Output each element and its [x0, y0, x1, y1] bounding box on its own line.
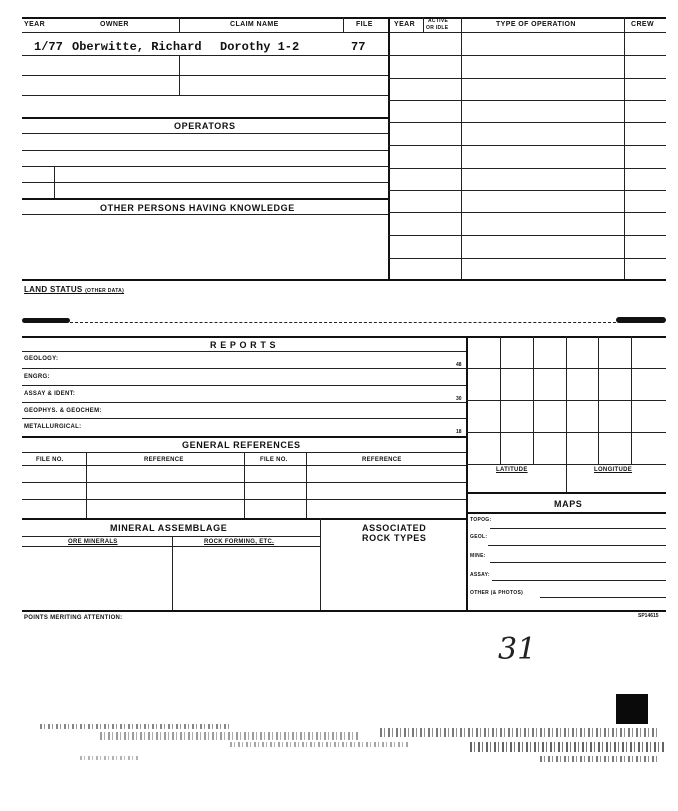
longitude-label: LONGITUDE: [594, 467, 633, 473]
header-year: YEAR: [24, 21, 46, 28]
land-status-title: LAND STATUS (OTHER DATA): [24, 285, 125, 294]
other-persons-title: OTHER PERSONS HAVING KNOWLEDGE: [100, 203, 295, 213]
mineral-assemblage-title: MINERAL ASSEMBLAGE: [110, 523, 228, 533]
header-claim-name: CLAIM NAME: [230, 21, 279, 28]
report-geology-num: 48: [456, 362, 462, 368]
report-metallurgical-num: 18: [456, 429, 462, 435]
associated-title-2: ROCK TYPES: [362, 533, 427, 543]
handwritten-mark: 31: [498, 632, 537, 667]
entry-year: 1/77: [34, 40, 63, 54]
map-mine: MINE:: [470, 553, 486, 559]
report-assay-num: 30: [456, 396, 462, 402]
map-geol: GEOL:: [470, 534, 488, 540]
associated-title-1: ASSOCIATED: [362, 523, 427, 533]
header-crew: CREW: [631, 21, 654, 28]
map-topog: TOPOG:: [470, 517, 492, 523]
entry-claim-name: Dorothy 1-2: [220, 40, 300, 54]
black-block: [616, 694, 648, 724]
header-type-of-operation: TYPE OF OPERATION: [496, 21, 576, 28]
rock-forming-label: ROCK FORMING, ETC.: [204, 539, 275, 545]
entry-file: 77: [351, 40, 366, 54]
report-geophys: GEOPHYS. & GEOCHEM:: [24, 408, 102, 414]
maps-title: MAPS: [554, 499, 583, 509]
header-or-idle: OR IDLE: [426, 25, 449, 31]
map-other: OTHER (& PHOTOS): [470, 590, 524, 596]
operators-title: OPERATORS: [174, 121, 236, 131]
latitude-label: LATITUDE: [496, 467, 528, 473]
report-engrg: ENGRG:: [24, 374, 50, 380]
general-references-title: GENERAL REFERENCES: [182, 440, 301, 450]
report-geology: GEOLOGY:: [24, 356, 59, 362]
gr-reference-2: REFERENCE: [362, 457, 402, 463]
gr-file-no-1: FILE NO.: [36, 457, 64, 463]
header-file: FILE: [356, 21, 373, 28]
entry-owner: Oberwitte, Richard: [72, 40, 202, 54]
header-active: ACTIVE: [428, 18, 449, 24]
form-number: SP14615: [638, 613, 659, 619]
map-assay: ASSAY:: [470, 572, 490, 578]
gr-file-no-2: FILE NO.: [260, 457, 288, 463]
header-year-2: YEAR: [394, 21, 416, 28]
points-meriting-attention: POINTS MERITING ATTENTION:: [24, 615, 123, 621]
header-owner: OWNER: [100, 21, 129, 28]
gr-reference-1: REFERENCE: [144, 457, 184, 463]
report-assay: ASSAY & IDENT:: [24, 391, 76, 397]
ore-minerals-label: ORE MINERALS: [68, 539, 118, 545]
reports-title: R E P O R T S: [210, 340, 277, 350]
report-metallurgical: METALLURGICAL:: [24, 424, 82, 430]
